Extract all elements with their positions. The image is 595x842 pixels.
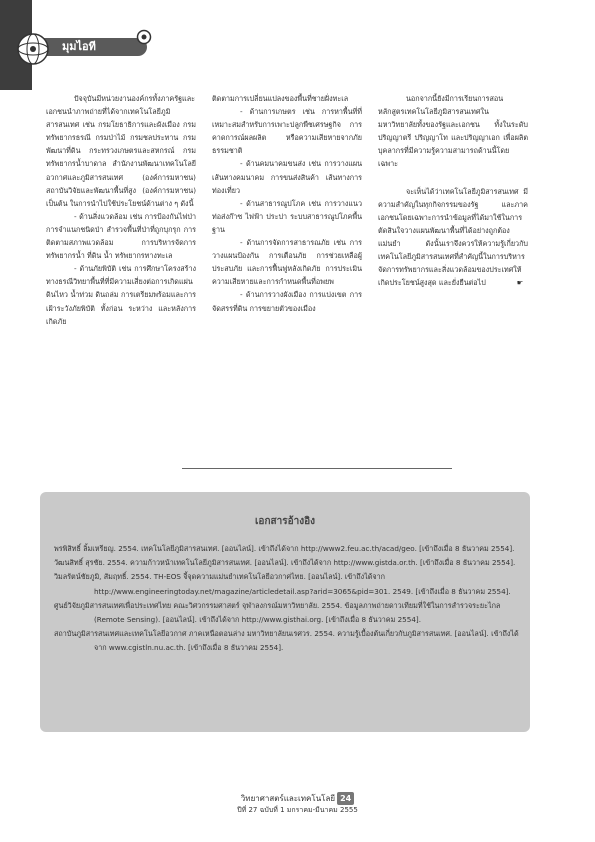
circle-ornament-icon	[136, 29, 152, 45]
paragraph-text: จะเห็นได้ว่าเทคโนโลยีภูมิสารสนเทศ มีความสำคัญในทุกกิจกรรมของรัฐ และภาคเอกชนโดยเฉพาะการนำข้อมูลที่ได้มาใช้ในการตัดสินใจวางแผนพัฒนาพื้นที่ได้อย่างถูกต้องแม่นยำ ดังนั้นเราจึงควรให้ความรู้เกี่ยวกับเทคโนโลยีภูมิสารสนเทศที่สำคัญนี้ในการบริหารจัดการทรัพยากรและสิ่งแวดล้อมของประเทศให้เกิดประโยชน์สูงสุด และยั่งยืนต่อไป	[378, 186, 528, 288]
orbit-logo-icon	[14, 30, 52, 68]
reference-item: วิมลรัตน์ชัยภูมิ, สัมฤทธิ์. 2554. TH-EOS จี้จุดความแม่นยำเทคโนโลยีอวกาศไทย. [ออนไลน์]. เข้าถึงได้จาก http://www.engineeringtoday.net/magazine/articledetail.asp?arid=3065&pid=301. 2549. [เข้าถึงเมื่อ 8 ธันวาคม 2554].	[54, 572, 511, 596]
reference-item: วัฒนสิทธิ์ สุรชัย. 2554. ความก้าวหน้าเทคโนโลยีภูมิสารสนเทศ. [ออนไลน์]. เข้าถึงได้จาก http://www.gistda.or.th. [เข้าถึงเมื่อ 8 ธันวาคม 2554].	[54, 558, 516, 568]
magazine-name: วิทยาศาสตร์และเทคโนโลยี	[240, 794, 336, 803]
footer-title-line	[0, 792, 595, 805]
reference-item: สถาบันภูมิสารสนเทศและเทคโนโลยีอวกาศ ภาคเหนือตอนล่าง มหาวิทยาลัยนเรศวร. 2554. ความรู้เบื้องต้นเกี่ยวกับภูมิสารสนเทศ. [ออนไลน์]. เข้าถึงได้จาก www.cgistln.nu.ac.th. [เข้าถึงเมื่อ 8 ธันวาคม 2554].	[54, 629, 519, 653]
section-divider	[182, 468, 452, 469]
paragraph: - ด้านการเกษตร เช่น การหาพื้นที่ที่เหมาะสมสำหรับการเพาะปลูกพืชเศรษฐกิจ การคาดการณ์ผลผลิต หรือความเสียหายจากภัยธรรมชาติ	[212, 107, 362, 156]
issue-info: ปีที่ 27 ฉบับที่ 1 มกราคม-มีนาคม 2555	[237, 806, 358, 814]
text-column-3	[378, 92, 528, 289]
paragraph: - ด้านคมนาคมขนส่ง เช่น การวางแผนเส้นทางคมนาคม การขนส่งสินค้า เส้นทางการท่องเที่ยว	[212, 159, 362, 195]
page-number: 24	[337, 792, 354, 805]
paragraph: - ด้านภัยพิบัติ เช่น การศึกษาโครงสร้างทางธรณีวิทยาพื้นที่ที่มีความเสี่ยงต่อการเกิดแผ่นดินไหว น้ำท่วม ดินถล่ม การเตรียมพร้อมและการเฝ้าระวังภัยพิบัติ ทั้งก่อน ระหว่าง และหลังการเกิดภัย	[46, 264, 196, 326]
paragraph: นอกจากนี้ยังมีการเรียนการสอนหลักสูตรเทคโนโลยีภูมิสารสนเทศในมหาวิทยาลัยทั้งของรัฐและเอกชน ทั้งในระดับปริญญาตรี ปริญญาโท และปริญญาเอก เพื่อผลิตบุคลากรที่มีความรู้ความสามารถด้านนี้โดยเฉพาะ	[378, 94, 528, 169]
reference-item: ศูนย์วิจัยภูมิสารสนเทศเพื่อประเทศไทย คณะวิศวกรรมศาสตร์ จุฬาลงกรณ์มหาวิทยาลัย. 2554. ข้อมูลภาพถ่ายดาวเทียมที่ใช้ในการสำรวจระยะไกล (Remote Sensing). [ออนไลน์]. เข้าถึงได้จาก http://www.gisthai.org. [เข้าถึงเมื่อ 8 ธันวาคม 2554].	[54, 600, 501, 625]
references-title: เอกสารอ้างอิง	[255, 516, 315, 527]
text-column-1	[46, 92, 196, 328]
references-box	[40, 492, 530, 732]
paragraph: - ด้านสิ่งแวดล้อม เช่น การป้องกันไฟป่า การจำแนกชนิดป่า สำรวจพื้นที่ป่าที่ถูกบุกรุก การติดตามสภาพแวดล้อม การบริหารจัดการทรัพยากรน้ำ ที่ดิน น้ำ ทรัพยากรทางทะเล	[46, 211, 196, 261]
paragraph: - ด้านสาธารณูปโภค เช่น การวางแนวท่อส่งก๊าซ ไฟฟ้า ประปา ระบบสาธารณูปโภคพื้นฐาน	[212, 198, 362, 234]
paragraph: - ด้านการวางผังเมือง การแบ่งเขต การจัดสรรที่ดิน การขยายตัวของเมือง	[212, 290, 362, 313]
section-label: มุมไอที	[62, 40, 96, 53]
paragraph: ปัจจุบันมีหน่วยงานองค์กรทั้งภาครัฐและเอกชนนำภาพถ่ายที่ได้จากเทคโนโลยีภูมิสารสนเทศ เช่น กรมโยธาธิการและผังเมือง กรมทรัพยากรธรณี กรมป่าไม้ กรมชลประทาน กรมพัฒนาที่ดิน กระทรวงเกษตรและสหกรณ์ กรมทรัพยากรน้ำบาดาล สำนักงานพัฒนาเทคโนโลยีอวกาศและภูมิสารสนเทศ (องค์การมหาชน) สถาบันวิจัยและพัฒนาพื้นที่สูง (องค์การมหาชน) เป็นต้น ในการนำไปใช้ประโยชน์ด้านต่าง ๆ ดังนี้	[46, 94, 196, 208]
paragraph: - ด้านการจัดการสาธารณภัย เช่น การวางแผนป้องกัน การเตือนภัย การช่วยเหลือผู้ประสบภัย และการฟื้นฟูหลังเกิดภัย การประเมินความเสียหายและการกำหนดพื้นที่อพยพ	[212, 238, 362, 287]
page-footer	[0, 792, 595, 816]
text-column-2	[212, 92, 362, 315]
reference-item: พรพิสิทธิ์ ลิ้มเหรียญ. 2554. เทคโนโลยีภูมิสารสนเทศ. [ออนไลน์]. เข้าถึงได้จาก http://www2.feu.ac.th/acad/geo. [เข้าถึงเมื่อ 8 ธันวาคม 2554].	[54, 544, 515, 553]
references-list	[54, 542, 522, 656]
end-mark-icon: ☛	[516, 278, 524, 288]
paragraph	[378, 185, 528, 290]
paragraph: ติดตามการเปลี่ยนแปลงของพื้นที่ชายฝั่งทะเล	[212, 94, 349, 103]
